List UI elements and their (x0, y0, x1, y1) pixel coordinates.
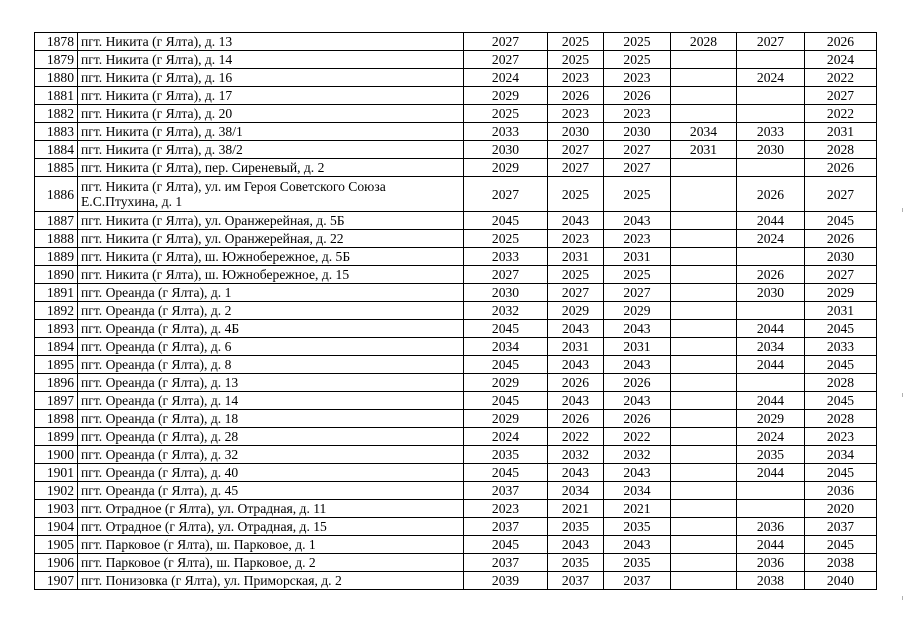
year-cell-1: 2032 (464, 302, 548, 320)
year-cell-6: 2022 (805, 69, 877, 87)
year-cell-5: 2024 (737, 428, 805, 446)
year-cell-3: 2043 (604, 212, 671, 230)
year-cell-4 (671, 284, 737, 302)
table-row (35, 87, 877, 105)
address-cell: пгт. Ореанда (г Ялта), д. 4Б (78, 320, 464, 338)
year-cell-3: 2035 (604, 518, 671, 536)
address-cell: пгт. Никита (г Ялта), д. 13 (78, 33, 464, 51)
address-cell: пгт. Никита (г Ялта), д. 38/1 (78, 123, 464, 141)
year-cell-5: 2044 (737, 212, 805, 230)
year-cell-1: 2045 (464, 212, 548, 230)
year-cell-6: 2024 (805, 51, 877, 69)
year-cell-4 (671, 446, 737, 464)
year-cell-3: 2037 (604, 572, 671, 590)
year-cell-6: 2031 (805, 123, 877, 141)
year-cell-6: 2026 (805, 230, 877, 248)
address-cell: пгт. Ореанда (г Ялта), д. 6 (78, 338, 464, 356)
table-row (35, 446, 877, 464)
year-cell-6: 2030 (805, 248, 877, 266)
year-cell-5 (737, 51, 805, 69)
table-row (35, 230, 877, 248)
margin-mark (900, 208, 903, 212)
year-cell-5: 2026 (737, 177, 805, 212)
address-cell: пгт. Никита (г Ялта), ш. Южнобережное, д. 15 (78, 266, 464, 284)
address-cell: пгт. Ореанда (г Ялта), д. 14 (78, 392, 464, 410)
year-cell-6: 2027 (805, 177, 877, 212)
table-row (35, 123, 877, 141)
year-cell-2: 2034 (548, 482, 604, 500)
year-cell-6: 2026 (805, 33, 877, 51)
year-cell-3: 2025 (604, 33, 671, 51)
year-cell-5: 2027 (737, 33, 805, 51)
year-cell-1: 2025 (464, 230, 548, 248)
year-cell-6: 2028 (805, 374, 877, 392)
year-cell-1: 2037 (464, 482, 548, 500)
row-number-cell: 1878 (35, 33, 78, 51)
row-number-cell: 1890 (35, 266, 78, 284)
row-number-cell: 1897 (35, 392, 78, 410)
year-cell-5: 2035 (737, 446, 805, 464)
year-cell-6: 2027 (805, 87, 877, 105)
year-cell-6: 2023 (805, 428, 877, 446)
year-cell-2: 2022 (548, 428, 604, 446)
year-cell-6: 2045 (805, 320, 877, 338)
year-cell-1: 2033 (464, 123, 548, 141)
address-cell: пгт. Никита (г Ялта), д. 20 (78, 105, 464, 123)
year-cell-3: 2034 (604, 482, 671, 500)
address-cell: пгт. Ореанда (г Ялта), д. 8 (78, 356, 464, 374)
row-number-cell: 1884 (35, 141, 78, 159)
year-cell-4 (671, 500, 737, 518)
year-cell-3: 2029 (604, 302, 671, 320)
year-cell-2: 2026 (548, 410, 604, 428)
table-row (35, 482, 877, 500)
year-cell-6: 2038 (805, 554, 877, 572)
year-cell-5: 2044 (737, 392, 805, 410)
row-number-cell: 1893 (35, 320, 78, 338)
year-cell-4 (671, 212, 737, 230)
year-cell-4: 2034 (671, 123, 737, 141)
year-cell-3: 2043 (604, 356, 671, 374)
table-body (35, 33, 877, 590)
year-cell-4 (671, 177, 737, 212)
margin-mark (900, 596, 903, 600)
year-cell-5: 2029 (737, 410, 805, 428)
row-number-cell: 1899 (35, 428, 78, 446)
year-cell-3: 2031 (604, 248, 671, 266)
address-cell: пгт. Ореанда (г Ялта), д. 1 (78, 284, 464, 302)
year-cell-4 (671, 338, 737, 356)
year-cell-1: 2045 (464, 464, 548, 482)
table-row (35, 141, 877, 159)
year-cell-4 (671, 87, 737, 105)
year-cell-1: 2029 (464, 159, 548, 177)
year-cell-2: 2023 (548, 105, 604, 123)
year-cell-2: 2043 (548, 320, 604, 338)
row-number-cell: 1896 (35, 374, 78, 392)
year-cell-5: 2036 (737, 554, 805, 572)
year-cell-5 (737, 87, 805, 105)
year-cell-1: 2030 (464, 141, 548, 159)
row-number-cell: 1882 (35, 105, 78, 123)
year-cell-5: 2024 (737, 69, 805, 87)
year-cell-1: 2030 (464, 284, 548, 302)
address-cell: пгт. Ореанда (г Ялта), д. 40 (78, 464, 464, 482)
row-number-cell: 1900 (35, 446, 78, 464)
year-cell-2: 2027 (548, 141, 604, 159)
address-cell: пгт. Никита (г Ялта), ул. Оранжерейная, д. 22 (78, 230, 464, 248)
year-cell-1: 2027 (464, 266, 548, 284)
year-cell-1: 2037 (464, 518, 548, 536)
table-row (35, 284, 877, 302)
row-number-cell: 1892 (35, 302, 78, 320)
table-row (35, 266, 877, 284)
year-cell-2: 2031 (548, 248, 604, 266)
address-cell: пгт. Никита (г Ялта), пер. Сиреневый, д. 2 (78, 159, 464, 177)
table-row (35, 374, 877, 392)
year-cell-6: 2022 (805, 105, 877, 123)
year-cell-6: 2020 (805, 500, 877, 518)
year-cell-1: 2035 (464, 446, 548, 464)
year-cell-5: 2024 (737, 230, 805, 248)
row-number-cell: 1907 (35, 572, 78, 590)
table-row (35, 392, 877, 410)
address-cell: пгт. Ореанда (г Ялта), д. 45 (78, 482, 464, 500)
year-cell-1: 2045 (464, 392, 548, 410)
table-row (35, 33, 877, 51)
year-cell-3: 2022 (604, 428, 671, 446)
year-cell-6: 2045 (805, 392, 877, 410)
year-cell-1: 2023 (464, 500, 548, 518)
year-cell-3: 2021 (604, 500, 671, 518)
address-cell: пгт. Отрадное (г Ялта), ул. Отрадная, д. 15 (78, 518, 464, 536)
year-cell-1: 2025 (464, 105, 548, 123)
address-cell: пгт. Никита (г Ялта), д. 17 (78, 87, 464, 105)
row-number-cell: 1879 (35, 51, 78, 69)
address-cell: пгт. Понизовка (г Ялта), ул. Приморская, д. 2 (78, 572, 464, 590)
year-cell-1: 2027 (464, 177, 548, 212)
year-cell-2: 2026 (548, 87, 604, 105)
year-cell-5 (737, 159, 805, 177)
year-cell-5 (737, 500, 805, 518)
year-cell-5: 2036 (737, 518, 805, 536)
table-row (35, 159, 877, 177)
year-cell-4 (671, 69, 737, 87)
year-cell-4 (671, 374, 737, 392)
year-cell-2: 2025 (548, 33, 604, 51)
year-cell-6: 2045 (805, 212, 877, 230)
year-cell-5 (737, 302, 805, 320)
address-cell: пгт. Никита (г Ялта), ул. Оранжерейная, д. 5Б (78, 212, 464, 230)
year-cell-3: 2027 (604, 141, 671, 159)
year-cell-1: 2027 (464, 51, 548, 69)
year-cell-4 (671, 536, 737, 554)
year-cell-3: 2026 (604, 87, 671, 105)
address-cell: пгт. Никита (г Ялта), д. 38/2 (78, 141, 464, 159)
year-cell-5 (737, 105, 805, 123)
address-cell: пгт. Ореанда (г Ялта), д. 32 (78, 446, 464, 464)
year-cell-4 (671, 302, 737, 320)
year-cell-1: 2029 (464, 374, 548, 392)
year-cell-2: 2043 (548, 536, 604, 554)
year-cell-4 (671, 428, 737, 446)
year-cell-6: 2036 (805, 482, 877, 500)
margin-mark (900, 393, 903, 397)
year-cell-3: 2043 (604, 464, 671, 482)
year-cell-4: 2028 (671, 33, 737, 51)
address-cell: пгт. Ореанда (г Ялта), д. 28 (78, 428, 464, 446)
year-cell-1: 2024 (464, 428, 548, 446)
year-cell-4: 2031 (671, 141, 737, 159)
year-cell-6: 2040 (805, 572, 877, 590)
address-cell: пгт. Ореанда (г Ялта), д. 18 (78, 410, 464, 428)
year-cell-5 (737, 482, 805, 500)
row-number-cell: 1895 (35, 356, 78, 374)
address-cell: пгт. Никита (г Ялта), ш. Южнобережное, д. 5Б (78, 248, 464, 266)
table-row (35, 356, 877, 374)
year-cell-3: 2031 (604, 338, 671, 356)
year-cell-3: 2025 (604, 177, 671, 212)
year-cell-2: 2043 (548, 212, 604, 230)
year-cell-4 (671, 518, 737, 536)
year-cell-5: 2033 (737, 123, 805, 141)
year-cell-5: 2044 (737, 536, 805, 554)
year-cell-5: 2044 (737, 320, 805, 338)
table-row (35, 51, 877, 69)
table-row (35, 212, 877, 230)
row-number-cell: 1889 (35, 248, 78, 266)
row-number-cell: 1880 (35, 69, 78, 87)
table-row (35, 105, 877, 123)
year-cell-4 (671, 572, 737, 590)
table-row (35, 410, 877, 428)
year-cell-4 (671, 320, 737, 338)
row-number-cell: 1887 (35, 212, 78, 230)
year-cell-1: 2034 (464, 338, 548, 356)
year-cell-3: 2027 (604, 284, 671, 302)
table-row (35, 302, 877, 320)
table-row (35, 536, 877, 554)
year-cell-3: 2043 (604, 536, 671, 554)
table-row (35, 248, 877, 266)
year-cell-1: 2027 (464, 33, 548, 51)
year-cell-5: 2030 (737, 284, 805, 302)
year-cell-3: 2026 (604, 410, 671, 428)
year-cell-4 (671, 464, 737, 482)
year-cell-6: 2028 (805, 410, 877, 428)
row-number-cell: 1905 (35, 536, 78, 554)
table-row (35, 500, 877, 518)
row-number-cell: 1904 (35, 518, 78, 536)
year-cell-2: 2025 (548, 177, 604, 212)
year-cell-2: 2031 (548, 338, 604, 356)
year-cell-1: 2045 (464, 356, 548, 374)
year-cell-2: 2023 (548, 230, 604, 248)
year-cell-4 (671, 482, 737, 500)
year-cell-3: 2030 (604, 123, 671, 141)
row-number-cell: 1901 (35, 464, 78, 482)
year-cell-3: 2026 (604, 374, 671, 392)
year-cell-4 (671, 410, 737, 428)
year-cell-5: 2038 (737, 572, 805, 590)
year-cell-1: 2045 (464, 320, 548, 338)
address-cell: пгт. Парковое (г Ялта), ш. Парковое, д. 1 (78, 536, 464, 554)
year-cell-3: 2023 (604, 105, 671, 123)
year-cell-4 (671, 230, 737, 248)
row-number-cell: 1885 (35, 159, 78, 177)
year-cell-6: 2031 (805, 302, 877, 320)
address-cell: пгт. Никита (г Ялта), ул. им Героя Советского Союза Е.С.Птухина, д. 1 (78, 177, 464, 212)
year-cell-2: 2030 (548, 123, 604, 141)
year-cell-6: 2034 (805, 446, 877, 464)
year-cell-6: 2028 (805, 141, 877, 159)
year-cell-2: 2032 (548, 446, 604, 464)
year-cell-5: 2026 (737, 266, 805, 284)
year-cell-4 (671, 554, 737, 572)
year-cell-2: 2027 (548, 284, 604, 302)
year-cell-6: 2037 (805, 518, 877, 536)
table-row (35, 69, 877, 87)
year-cell-2: 2021 (548, 500, 604, 518)
year-cell-2: 2035 (548, 518, 604, 536)
year-cell-4 (671, 159, 737, 177)
year-cell-3: 2043 (604, 392, 671, 410)
year-cell-3: 2023 (604, 230, 671, 248)
year-cell-2: 2026 (548, 374, 604, 392)
year-cell-4 (671, 105, 737, 123)
year-cell-2: 2025 (548, 266, 604, 284)
table-row (35, 518, 877, 536)
year-cell-5: 2044 (737, 464, 805, 482)
year-cell-6: 2027 (805, 266, 877, 284)
year-cell-1: 2045 (464, 536, 548, 554)
year-cell-3: 2025 (604, 266, 671, 284)
address-cell: пгт. Парковое (г Ялта), ш. Парковое, д. 2 (78, 554, 464, 572)
row-number-cell: 1894 (35, 338, 78, 356)
year-cell-2: 2043 (548, 392, 604, 410)
table-row (35, 320, 877, 338)
row-number-cell: 1891 (35, 284, 78, 302)
year-cell-2: 2043 (548, 356, 604, 374)
year-cell-1: 2039 (464, 572, 548, 590)
table-row (35, 177, 877, 212)
year-cell-3: 2023 (604, 69, 671, 87)
year-cell-3: 2025 (604, 51, 671, 69)
row-number-cell: 1888 (35, 230, 78, 248)
year-cell-6: 2026 (805, 159, 877, 177)
address-cell: пгт. Никита (г Ялта), д. 16 (78, 69, 464, 87)
year-cell-3: 2032 (604, 446, 671, 464)
row-number-cell: 1898 (35, 410, 78, 428)
year-cell-2: 2035 (548, 554, 604, 572)
year-cell-4 (671, 356, 737, 374)
row-number-cell: 1903 (35, 500, 78, 518)
year-cell-3: 2043 (604, 320, 671, 338)
year-cell-2: 2043 (548, 464, 604, 482)
year-cell-4 (671, 392, 737, 410)
year-cell-2: 2027 (548, 159, 604, 177)
year-cell-6: 2029 (805, 284, 877, 302)
year-cell-2: 2025 (548, 51, 604, 69)
row-number-cell: 1906 (35, 554, 78, 572)
year-cell-6: 2045 (805, 536, 877, 554)
year-cell-2: 2029 (548, 302, 604, 320)
table-row (35, 572, 877, 590)
address-cell: пгт. Ореанда (г Ялта), д. 2 (78, 302, 464, 320)
year-cell-6: 2033 (805, 338, 877, 356)
address-cell: пгт. Никита (г Ялта), д. 14 (78, 51, 464, 69)
year-cell-1: 2029 (464, 410, 548, 428)
year-cell-5 (737, 248, 805, 266)
year-cell-5: 2034 (737, 338, 805, 356)
address-cell: пгт. Отрадное (г Ялта), ул. Отрадная, д. 11 (78, 500, 464, 518)
table-row (35, 554, 877, 572)
row-number-cell: 1883 (35, 123, 78, 141)
year-cell-6: 2045 (805, 464, 877, 482)
year-cell-1: 2029 (464, 87, 548, 105)
year-cell-2: 2023 (548, 69, 604, 87)
year-cell-1: 2037 (464, 554, 548, 572)
year-cell-5 (737, 374, 805, 392)
row-number-cell: 1881 (35, 87, 78, 105)
table-row (35, 338, 877, 356)
year-cell-5: 2044 (737, 356, 805, 374)
year-cell-3: 2027 (604, 159, 671, 177)
housing-repair-schedule-table (34, 32, 877, 590)
year-cell-3: 2035 (604, 554, 671, 572)
year-cell-4 (671, 266, 737, 284)
year-cell-4 (671, 248, 737, 266)
year-cell-1: 2024 (464, 69, 548, 87)
year-cell-1: 2033 (464, 248, 548, 266)
row-number-cell: 1902 (35, 482, 78, 500)
row-number-cell: 1886 (35, 177, 78, 212)
year-cell-4 (671, 51, 737, 69)
year-cell-6: 2045 (805, 356, 877, 374)
year-cell-5: 2030 (737, 141, 805, 159)
address-cell: пгт. Ореанда (г Ялта), д. 13 (78, 374, 464, 392)
year-cell-2: 2037 (548, 572, 604, 590)
table-row (35, 464, 877, 482)
table-row (35, 428, 877, 446)
